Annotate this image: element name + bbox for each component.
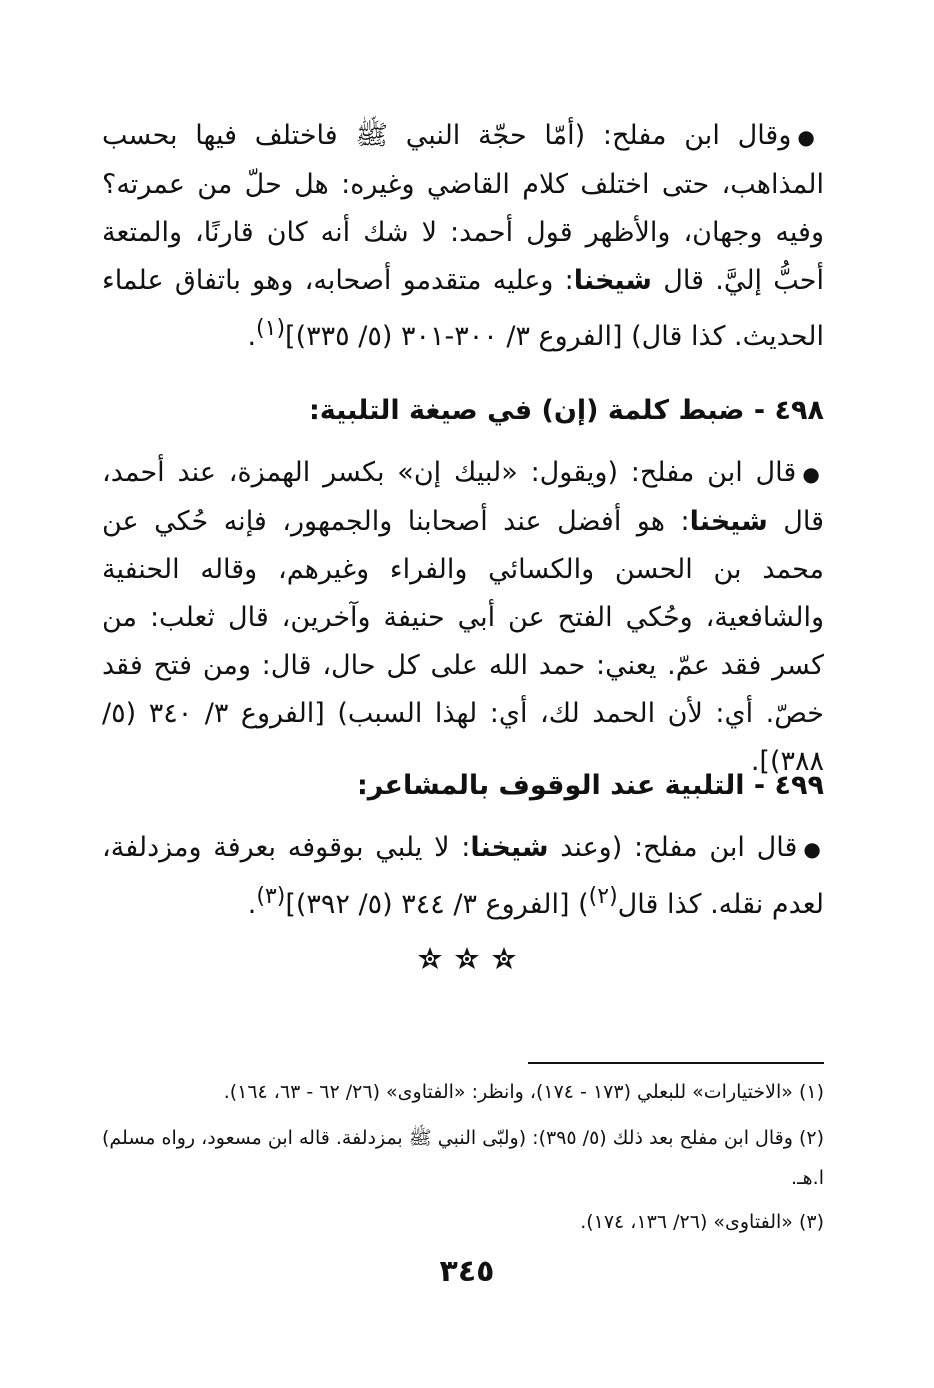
footnote-2 [102,1118,824,1198]
footnote-1 [102,1072,824,1112]
section-heading-498 [102,391,824,431]
paragraph-text: وقال ابن مفلح: (أمّا حجّة النبي ﷺ فاختلف فيها بحسب المذاهب، حتى اختلف كلام القاضي وغيره: هل حلّ من عمرته؟ وفيه وجهان، والأظهر قول أحمد: لا شك أنه كان قارنًا، والمتعة أحبُّ إليَّ. قال [102,120,824,296]
paragraph-text-end: : وعليه متقدمو أصحابه، وهو باتفاق علماء الحديث. كذا قال) [الفروع ٣/ ٣٠٠-٣٠١ (٥/ ٣٣٥)] [102,265,824,352]
ornament-star-icon [417,946,443,972]
heading-title: ضبط كلمة (إن) في صيغة التلبية: [308,395,745,426]
bullet-icon: ● [802,462,824,486]
section-number: ٤٩٨ [774,395,824,426]
paragraph-text-end: ) [الفروع ٣/ ٣٤٤ (٥/ ٣٩٢)] [285,889,589,920]
heading-dash: - [744,770,775,801]
sheikh-term: شيخنا [573,265,652,296]
paragraph-1 [102,112,824,361]
section-number: ٤٩٩ [774,770,824,801]
paragraph-3 [102,824,824,929]
footnote-ref-1: (١) [256,316,286,341]
footnote-number: (١) [798,1081,824,1103]
ornament-star-icon [454,946,480,972]
sheikh-term: شيخنا [689,506,768,537]
paragraph-text: قال ابن مفلح: (ويقول: «لبيك إن» بكسر الهمزة، عند أحمد، قال [102,457,824,537]
bullet-icon: ● [797,125,825,149]
footnote-number: (٢) [798,1127,824,1149]
full-stop: . [247,889,257,920]
section-heading-499 [102,766,824,806]
bullet-icon: ● [803,837,824,861]
footnote-3 [102,1202,824,1242]
footnote-text: وقال ابن مفلح بعد ذلك (٥/ ٣٩٥): (ولبّى النبي ﷺ بمزدلفة. قاله ابن مسعود، رواه مسلم) ا.هـ. [102,1127,824,1189]
paragraph-text-mid: : لا يلبي بوقوفه بعرفة ومزدلفة، لعدم نقله. كذا قال [102,832,824,920]
footnote-text: «الفتاوى» (٢٦/ ١٣٦، ١٧٤). [580,1211,793,1233]
full-stop: . [247,321,257,352]
heading-title: التلبية عند الوقوف بالمشاعر: [356,770,745,801]
footnote-separator [528,1062,824,1064]
section-divider-ornament [0,946,934,976]
paragraph-text: قال ابن مفلح: (وعند [548,832,798,863]
footnote-text: «الاختيارات» للبعلي (١٧٣ - ١٧٤)، وانظر: «الفتاوى» (٢٦/ ٦٢ - ٦٣، ١٦٤). [223,1081,793,1103]
page-number: ٣٤٥ [439,1254,495,1289]
footnote-ref-3: (٣) [256,884,286,909]
ornament-star-icon [491,946,517,972]
footnote-number: (٣) [798,1211,824,1233]
footnote-ref-2: (٢) [588,884,618,909]
heading-dash: - [744,395,775,426]
sheikh-term: شيخنا [470,832,549,863]
paragraph-2 [102,449,824,786]
paragraph-text-end: : هو أفضل عند أصحابنا والجمهور، فإنه حُكي عن محمد بن الحسن والكسائي والفراء وغيرهم، وقاله الحنفية والشافعية، وحُكي الفتح عن أبي حنيفة وآخرين، قال ثعلب: من كسر فقد عمّ. يعني: حمد الله على كل حال، قال: ومن فتح فقد خصّ. أي: لأن الحمد لك، أي: لهذا السبب) [الفروع ٣/ ٣٤٠ (٥/ ٣٨٨)]. [102,506,824,777]
